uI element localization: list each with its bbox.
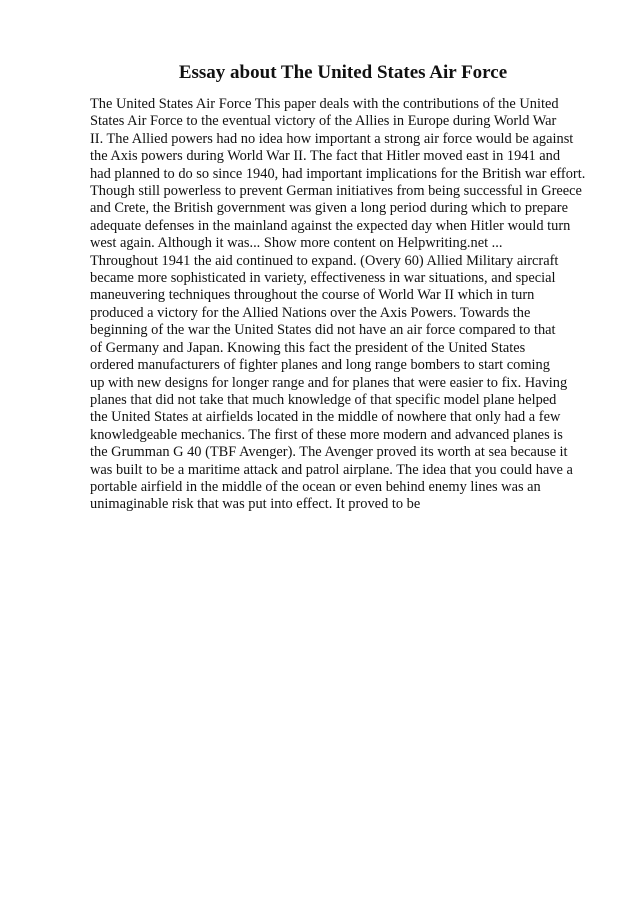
body-line: States Air Force to the eventual victory of the Allies in Europe during World War [90,113,557,130]
body-line: and Crete, the British government was given a long period during which to prepare [90,200,568,217]
essay-body [90,96,600,514]
body-line: became more sophisticated in variety, effectiveness in war situations, and special [90,270,556,287]
body-line: planes that did not take that much knowledge of that specific model plane helped [90,391,557,408]
body-line: the United States at airfields located in the middle of nowhere that only had a few [90,409,561,426]
body-line: the Axis powers during World War II. The fact that Hitler moved east in 1941 and [90,148,561,165]
body-line: adequate defenses in the mainland against the expected day when Hitler would turn [90,217,571,234]
body-line: produced a victory for the Allied Nations over the Axis Powers. Towards the [90,304,531,321]
body-line: up with new designs for longer range and for planes that were easier to fix. Having [90,374,568,391]
body-line: unimaginable risk that was put into effect. It proved to be [90,496,421,513]
body-line: portable airfield in the middle of the ocean or even behind enemy lines was an [90,478,541,495]
body-line: knowledgeable mechanics. The first of these more modern and advanced planes is [90,426,563,443]
body-line: had planned to do so since 1940, had important implications for the British war effort. [90,165,586,182]
body-line: Throughout 1941 the aid continued to expand. (Overy 60) Allied Military aircraft [90,252,559,269]
body-line: was built to be a maritime attack and patrol airplane. The idea that you could have a [90,461,573,478]
body-line: the Grumman G 40 (TBF Avenger). The Avenger proved its worth at sea because it [90,444,568,461]
essay-title: Essay about The United States Air Force [178,62,508,83]
body-line: beginning of the war the United States did not have an air force compared to that [90,322,556,339]
body-line: The United States Air Force This paper deals with the contributions of the United [90,96,559,112]
body-line: Though still powerless to prevent German initiatives from being successful in Greece [90,183,582,200]
body-line: II. The Allied powers had no idea how important a strong air force would be against [90,130,574,147]
body-line: maneuvering techniques throughout the course of World War II which in turn [90,287,535,304]
body-line: west again. Although it was... Show more content on Helpwriting.net ... [90,235,503,252]
body-line: ordered manufacturers of fighter planes and long range bombers to start coming [90,357,550,374]
body-line: of Germany and Japan. Knowing this fact the president of the United States [90,339,526,356]
